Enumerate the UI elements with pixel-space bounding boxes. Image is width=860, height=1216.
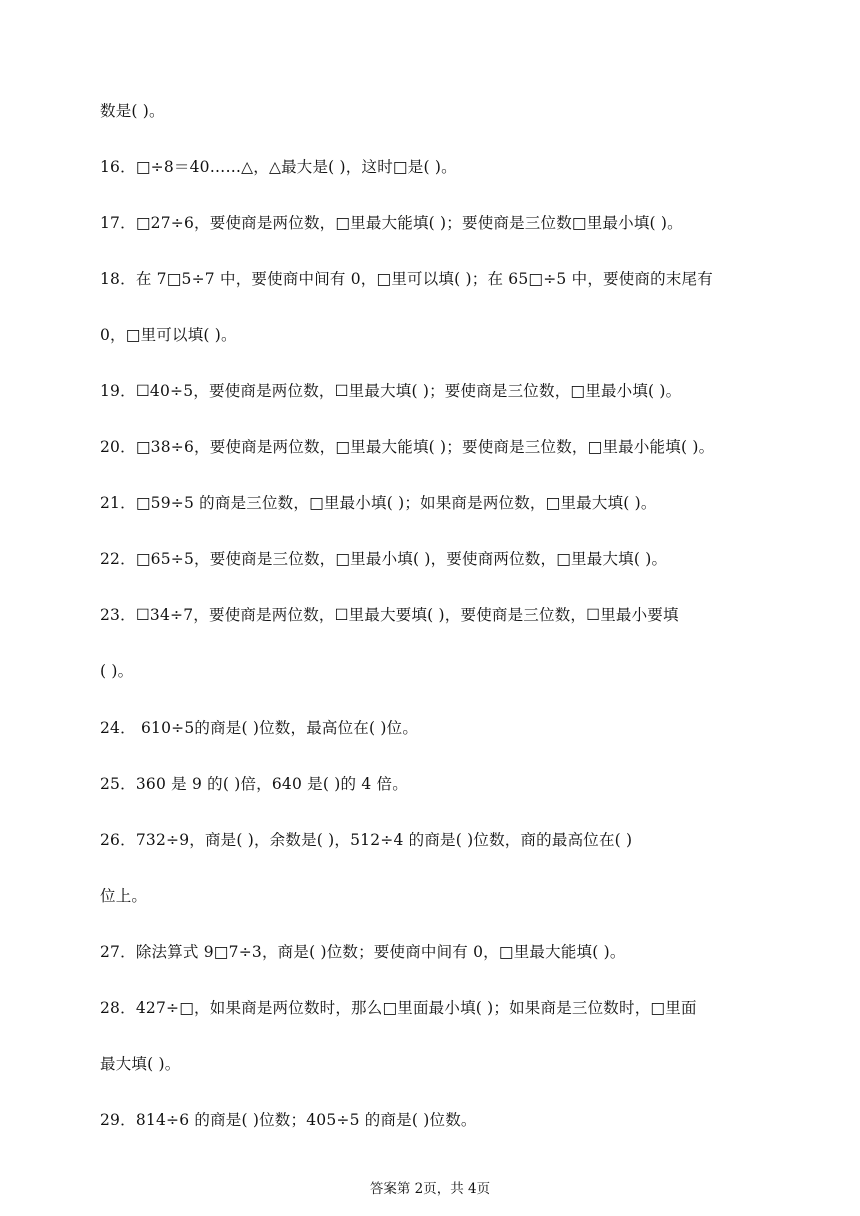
text-line-15-cont: 数是( )。 — [100, 102, 165, 120]
question-28: 28．427÷□，如果商是两位数时，那么□里面最小填( )；如果商是三位数时，□里面 — [100, 999, 697, 1017]
question-23: 23．☐34÷7，要使商是两位数，☐里最大要填( )，要使商是三位数，☐里最小要填 — [100, 606, 679, 624]
question-25: 25．360 是 9 的( )倍，640 是( )的 4 倍。 — [100, 775, 408, 793]
question-18-cont: 0，□里可以填( )。 — [100, 326, 237, 344]
question-21: 21．□59÷5 的商是三位数，□里最小填( )；如果商是两位数，□里最大填( )。 — [100, 494, 657, 512]
question-20: 20．□38÷6，要使商是两位数，□里最大能填( )；要使商是三位数，□里最小能填( )。 — [100, 438, 715, 456]
question-23-cont: ( )。 — [100, 662, 134, 680]
question-17: 17．□27÷6，要使商是两位数，□里最大能填( )；要使商是三位数□里最小填( )。 — [100, 214, 683, 232]
question-27: 27．除法算式 9□7÷3，商是( )位数；要使商中间有 0，□里最大能填( )。 — [100, 943, 626, 961]
page-footer: 答案第 2页，共 4页 — [369, 1181, 491, 1197]
question-26: 26．732÷9，商是( )，余数是( )，512÷4 的商是( )位数，商的最高位在( ) — [100, 831, 633, 849]
question-28-cont: 最大填( )。 — [100, 1055, 181, 1073]
question-16: 16．□÷8＝40……△，△最大是( )，这时□是( )。 — [100, 158, 457, 176]
question-22: 22．□65÷5，要使商是三位数，□里最小填( )，要使商两位数，□里最大填( )。 — [100, 550, 668, 568]
question-18: 18．在 7□5÷7 中，要使商中间有 0，□里可以填( )；在 65□÷5 中，要使商的末尾有 — [100, 270, 713, 288]
question-29: 29．814÷6 的商是( )位数；405÷5 的商是( )位数。 — [100, 1111, 477, 1129]
question-19: 19．☐40÷5，要使商是两位数，☐里最大填( )；要使商是三位数，□里最小填( )。 — [100, 382, 682, 400]
question-24: 24． 610÷5的商是( )位数，最高位在( )位。 — [100, 719, 419, 737]
question-26-cont: 位上。 — [100, 887, 148, 905]
